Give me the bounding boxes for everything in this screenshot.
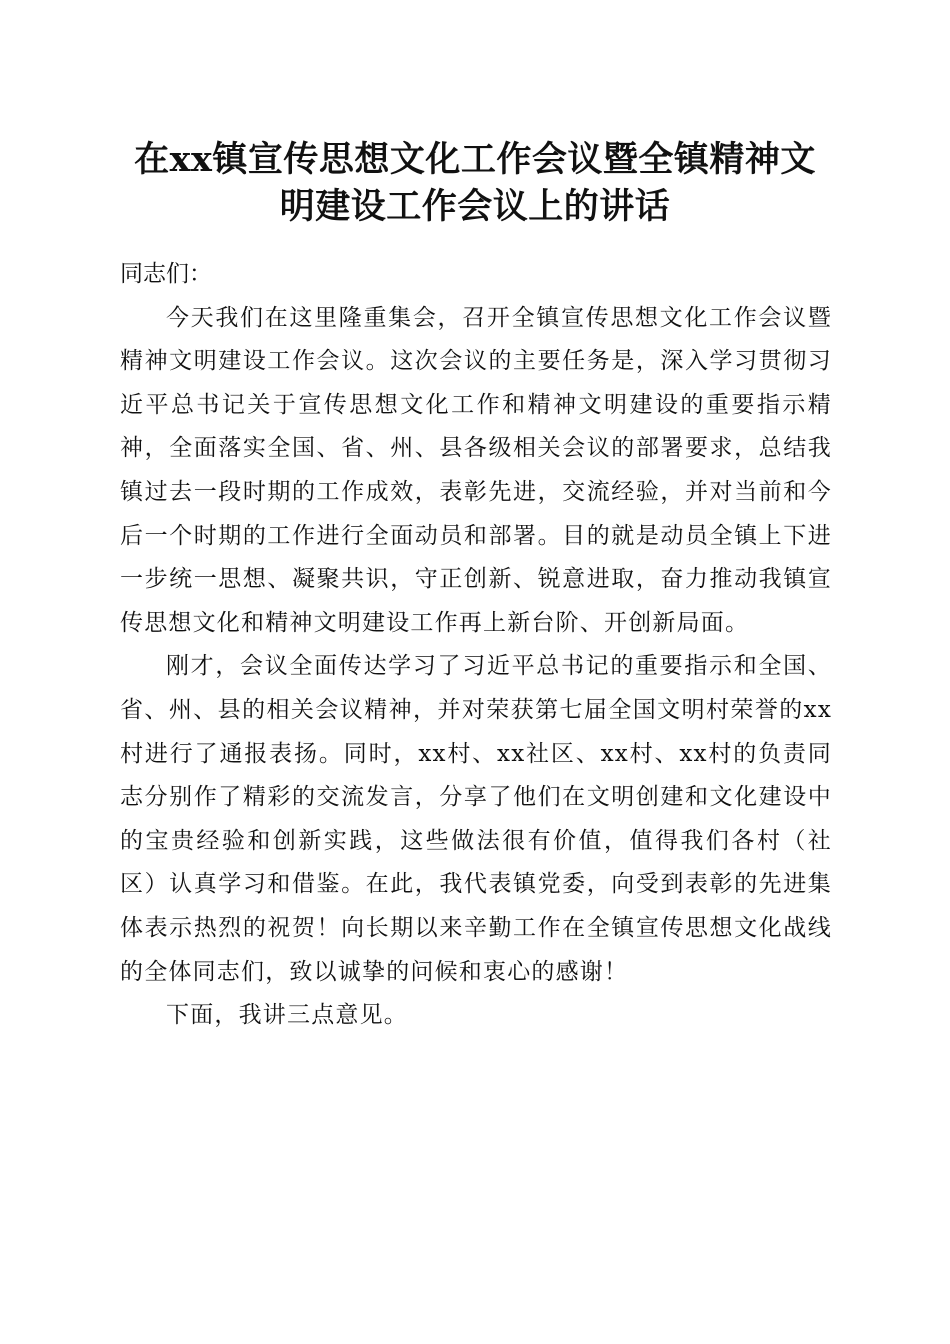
paragraph-review: 刚才，会议全面传达学习了习近平总书记的重要指示和全国、省、州、县的相关会议精神，并对荣获第七届全国文明村荣誉的xx村进行了通报表扬。同时，xx村、xx社区、xx村、xx村的负责同志分别作了精彩的交流发言，分享了他们在文明创建和文化建设中的宝贵经验和创新实践，这些做法很有价值，值得我们各村（社区）认真学习和借鉴。在此，我代表镇党委，向受到表彰的先进集体表示热烈的祝贺！向长期以来辛勤工作在全镇宣传思想文化战线的全体同志们，致以诚挚的问候和衷心的感谢！ (120, 653, 832, 985)
paragraph-transition: 下面，我讲三点意见。 (166, 1002, 408, 1029)
title-line-2: 明建设工作会议上的讲话 (279, 186, 671, 227)
document-body (120, 253, 832, 1038)
paragraph-opening: 今天我们在这里隆重集会，召开全镇宣传思想文化工作会议暨精神文明建设工作会议。这次会议的主要任务是，深入学习贯彻习近平总书记关于宣传思想文化工作和精神文明建设的重要指示精神，全面落实全国、省、州、县各级相关会议的部署要求，总结我镇过去一段时期的工作成效，表彰先进，交流经验，并对当前和今后一个时期的工作进行全面动员和部署。目的就是动员全镇上下进一步统一思想、凝聚共识，守正创新、锐意进取，奋力推动我镇宣传思想文化和精神文明建设工作再上新台阶、开创新局面。 (120, 304, 832, 636)
document-title (100, 136, 850, 230)
title-line-1: 在xx镇宣传思想文化工作会议暨全镇精神文 (134, 139, 816, 180)
salutation: 同志们： (120, 261, 212, 287)
